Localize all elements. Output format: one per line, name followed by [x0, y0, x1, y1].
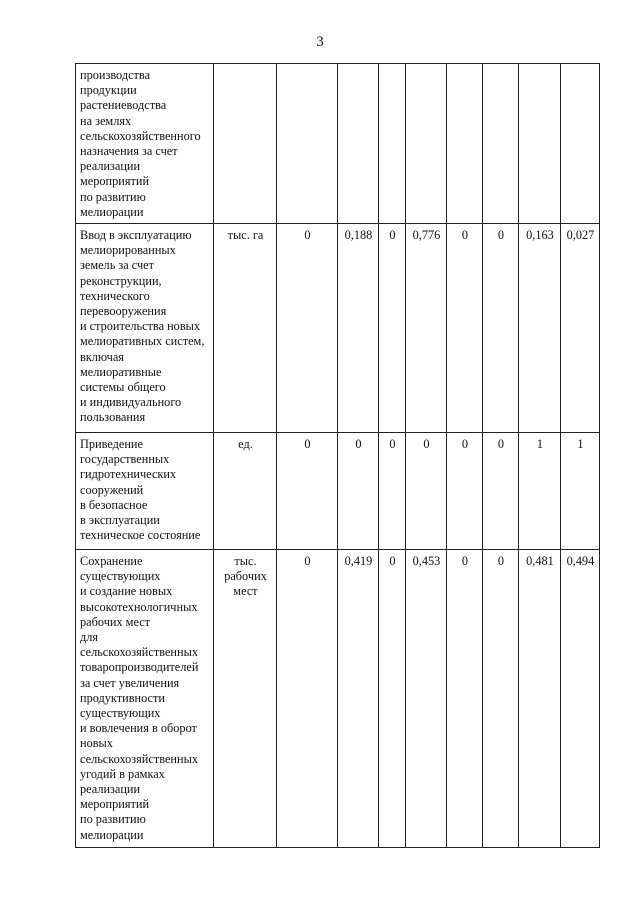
value-cell [277, 64, 338, 224]
table-row [76, 550, 600, 848]
value-cell: 0 [338, 433, 379, 550]
value-cell: 1 [519, 433, 561, 550]
value-cell: 0 [447, 433, 483, 550]
value-cell: 1 [561, 433, 600, 550]
value-cell [379, 64, 406, 224]
value-cell: 0 [447, 550, 483, 848]
value-cell: 0,481 [519, 550, 561, 848]
page-number: 3 [316, 34, 324, 50]
unit-cell: ед. [214, 433, 277, 550]
value-cell: 0,494 [561, 550, 600, 848]
value-cell: 0,188 [338, 224, 379, 433]
value-cell: 0,453 [406, 550, 447, 848]
table-row [76, 433, 600, 550]
value-cell: 0 [483, 433, 519, 550]
table-row [76, 224, 600, 433]
value-cell: 0 [379, 433, 406, 550]
indicator-name: Приведение государственных гидротехнических сооружений в безопасное в эксплуатации техническое состояние [76, 433, 214, 550]
value-cell [338, 64, 379, 224]
value-cell [561, 64, 600, 224]
value-cell: 0 [277, 224, 338, 433]
value-cell: 0 [483, 550, 519, 848]
value-cell: 0 [277, 550, 338, 848]
value-cell: 0,776 [406, 224, 447, 433]
unit-cell [214, 64, 277, 224]
value-cell: 0 [379, 550, 406, 848]
indicator-name: Ввод в эксплуатацию мелиорированных земель за счет реконструкции, технического перевооружения и строительства новых мелиоративных систем, включая мелиоративные системы общего и индивидуального пользования [76, 224, 214, 433]
indicator-name: производства продукции растениеводства на землях сельскохозяйственного назначения за счет реализации мероприятий по развитию мелиорации [76, 64, 214, 224]
value-cell: 0 [483, 224, 519, 433]
value-cell: 0,419 [338, 550, 379, 848]
value-cell: 0,163 [519, 224, 561, 433]
value-cell: 0 [406, 433, 447, 550]
value-cell [406, 64, 447, 224]
unit-cell: тыс. га [214, 224, 277, 433]
value-cell: 0 [277, 433, 338, 550]
value-cell: 0 [379, 224, 406, 433]
table-row [76, 64, 600, 224]
indicators-table [75, 63, 600, 848]
value-cell: 0 [447, 224, 483, 433]
unit-cell: тыс. рабочих мест [214, 550, 277, 848]
value-cell [483, 64, 519, 224]
value-cell [519, 64, 561, 224]
value-cell [447, 64, 483, 224]
value-cell: 0,027 [561, 224, 600, 433]
indicator-name: Сохранение существующих и создание новых высокотехнологичных рабочих мест для сельскохозяйственных товаропроизводителей за счет увеличения продуктивности существующих и вовлечения в оборот новых сельскохозяйственных угодий в рамках реализации мероприятий по развитию мелиорации [76, 550, 214, 848]
